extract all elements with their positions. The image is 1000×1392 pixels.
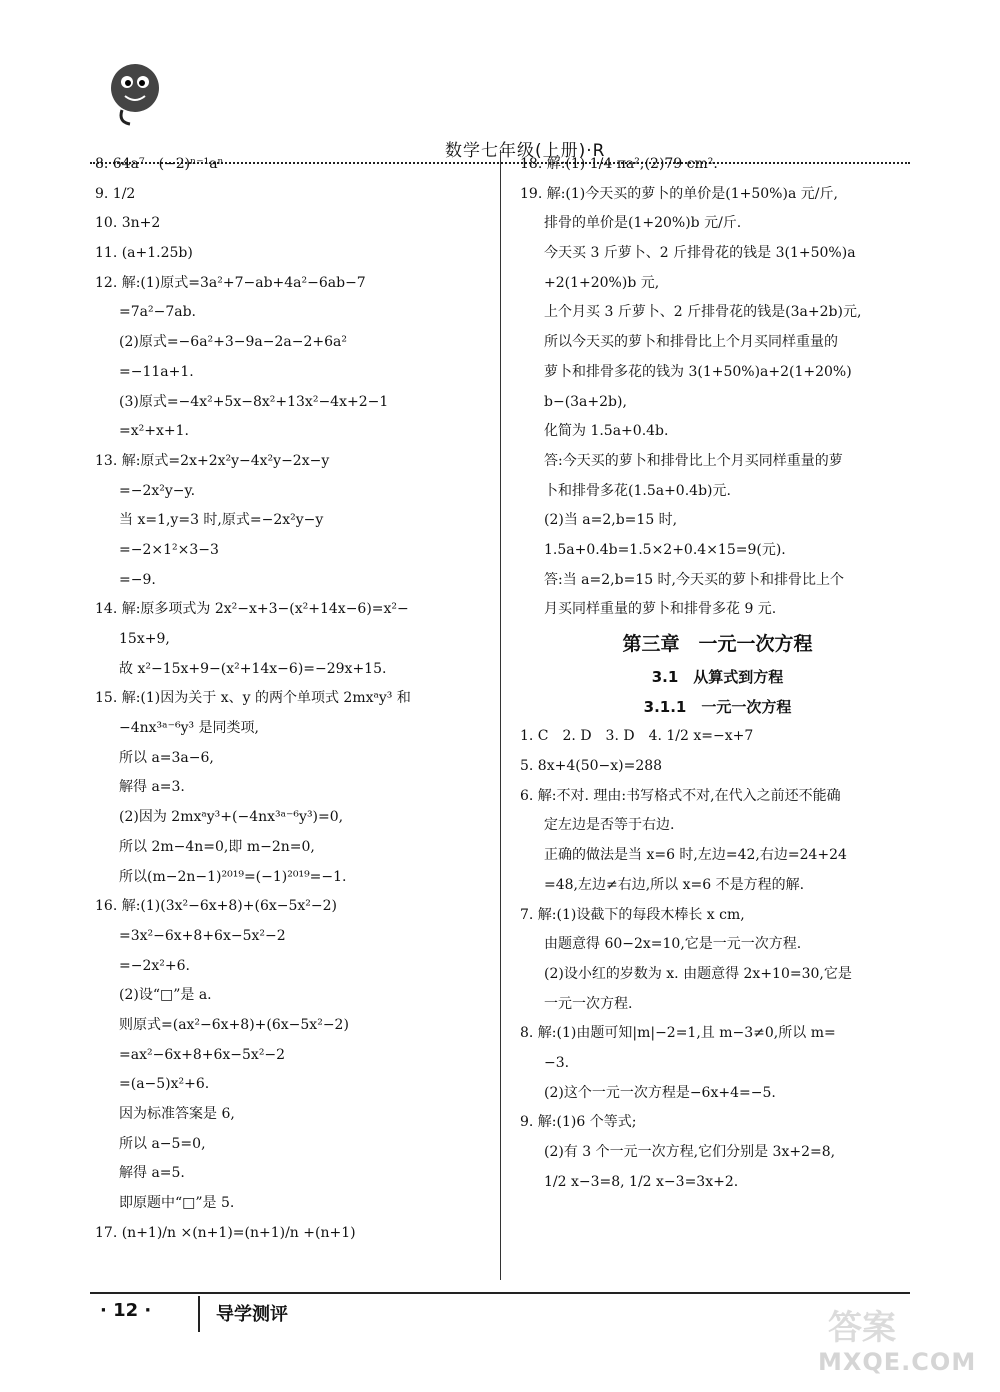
answer-line: =ax²−6x+8+6x−5x²−2 bbox=[119, 1046, 286, 1063]
chapter-title: 第三章 一元一次方程 bbox=[622, 633, 813, 655]
answer-line: 月买同样重量的萝卜和排骨多花 9 元. bbox=[544, 601, 777, 618]
answer-line: 6. 解:不对. 理由:书写格式不对,在代入之前还不能确 bbox=[520, 787, 841, 804]
answer-line: 8. 64a⁷ (−2)ⁿ⁻¹aⁿ bbox=[95, 156, 224, 172]
watermark-url: MXQE.COM bbox=[818, 1348, 977, 1376]
answer-line: 1.5a+0.4b=1.5×2+0.4×15=9(元). bbox=[544, 541, 786, 558]
right-answers-bottom bbox=[520, 722, 915, 1197]
answer-line: 卜和排骨多花(1.5a+0.4b)元. bbox=[544, 482, 731, 499]
watermark-logo bbox=[818, 1300, 977, 1385]
header-title: 数学七年级(上册)·R bbox=[445, 141, 606, 161]
answer-line: 14. 解:原多项式为 2x²−x+3−(x²+14x−6)=x²− bbox=[95, 601, 409, 618]
answer-line: 13. 解:原式=2x+2x²y−4x²y−2x−y bbox=[95, 452, 330, 469]
footer-separator bbox=[198, 1296, 200, 1332]
watermark-top: 答案 bbox=[828, 1308, 896, 1348]
answer-line: 则原式=(ax²−6x+8)+(6x−5x²−2) bbox=[119, 1016, 349, 1033]
answer-line: =(a−5)x²+6. bbox=[119, 1076, 210, 1093]
answer-line: =−2x²+6. bbox=[119, 957, 190, 974]
answer-line: 当 x=1,y=3 时,原式=−2x²y−y bbox=[119, 512, 324, 529]
answer-line: =−2×1²×3−3 bbox=[119, 541, 219, 558]
answer-line: 8. 解:(1)由题可知|m|−2=1,且 m−3≠0,所以 m= bbox=[520, 1025, 836, 1042]
answer-line: 所以 a=3a−6, bbox=[119, 749, 214, 766]
subsection-title: 3.1.1 一元一次方程 bbox=[643, 697, 792, 716]
answer-line: 7. 解:(1)设截下的每段木棒长 x cm, bbox=[520, 906, 745, 923]
answer-line: 9. 解:(1)6 个等式; bbox=[520, 1114, 637, 1131]
answer-line: (2)这个一元一次方程是−6x+4=−5. bbox=[544, 1084, 776, 1101]
answer-line: 5. 8x+4(50−x)=288 bbox=[520, 758, 663, 775]
right-answers-top bbox=[520, 150, 915, 625]
answer-line: =−2x²y−y. bbox=[119, 482, 196, 499]
answer-line: 正确的做法是当 x=6 时,左边=42,右边=24+24 bbox=[544, 847, 847, 864]
answer-line: =3x²−6x+8+6x−5x²−2 bbox=[119, 927, 286, 944]
answer-line: 15x+9, bbox=[119, 631, 170, 647]
answer-line: (2)原式=−6a²+3−9a−2a−2+6a² bbox=[119, 334, 347, 351]
answer-line: 今天买 3 斤萝卜、2 斤排骨花的钱是 3(1+50%)a bbox=[544, 245, 856, 262]
footer-brand: 导学测评 bbox=[216, 1304, 288, 1325]
answer-line: 1/2 x−3=8, 1/2 x−3=3x+2. bbox=[544, 1173, 739, 1190]
answer-line: 11. (a+1.25b) bbox=[95, 245, 193, 262]
answer-line: 故 x²−15x+9−(x²+14x−6)=−29x+15. bbox=[119, 660, 387, 677]
column-divider bbox=[500, 150, 501, 1280]
answer-line: 上个月买 3 斤萝卜、2 斤排骨花的钱是(3a+2b)元, bbox=[544, 304, 862, 321]
section-title: 3.1 从算式到方程 bbox=[651, 668, 784, 686]
answer-line: 答:当 a=2,b=15 时,今天买的萝卜和排骨比上个 bbox=[544, 571, 845, 588]
answer-line: (2)有 3 个一元一次方程,它们分别是 3x+2=8, bbox=[544, 1144, 836, 1160]
answer-line: 所以 a−5=0, bbox=[119, 1135, 206, 1152]
answer-line: =−11a+1. bbox=[119, 363, 194, 380]
answer-line: 19. 解:(1)今天买的萝卜的单价是(1+50%)a 元/斤, bbox=[520, 185, 838, 202]
answer-line: −4nx³ᵃ⁻⁶y³ 是同类项, bbox=[119, 720, 259, 737]
answer-line: (3)原式=−4x²+5x−8x²+13x²−4x+2−1 bbox=[119, 393, 389, 410]
answer-line: 排骨的单价是(1+20%)b 元/斤. bbox=[544, 215, 742, 232]
answer-line: −3. bbox=[544, 1054, 570, 1071]
answer-line: =7a²−7ab. bbox=[119, 304, 196, 321]
answer-line: 解得 a=3. bbox=[119, 779, 185, 796]
answer-line: 12. 解:(1)原式=3a²+7−ab+4a²−6ab−7 bbox=[95, 274, 366, 291]
answer-line: 15. 解:(1)因为关于 x、y 的两个单项式 2mxᵃy³ 和 bbox=[95, 690, 411, 707]
answer-line: 即原题中“□”是 5. bbox=[119, 1195, 235, 1212]
answer-line: +2(1+20%)b 元, bbox=[544, 274, 660, 291]
answer-line: (2)设“□”是 a. bbox=[119, 987, 212, 1004]
left-column bbox=[95, 150, 490, 1248]
answer-line: 所以今天买的萝卜和排骨比上个月买同样重量的 bbox=[544, 334, 838, 351]
answer-line: =48,左边≠右边,所以 x=6 不是方程的解. bbox=[544, 876, 805, 893]
answer-line: b−(3a+2b), bbox=[544, 393, 627, 410]
answer-line: (2)设小红的岁数为 x. 由题意得 2x+10=30,它是 bbox=[544, 965, 852, 982]
page-footer bbox=[90, 1292, 910, 1344]
answer-line: 化简为 1.5a+0.4b. bbox=[544, 423, 669, 440]
right-column bbox=[520, 150, 915, 1197]
answer-line: 萝卜和排骨多花的钱为 3(1+50%)a+2(1+20%) bbox=[544, 363, 852, 380]
answer-line: 9. 1/2 bbox=[95, 185, 136, 202]
answer-line: 所以 2m−4n=0,即 m−2n=0, bbox=[119, 838, 315, 855]
answer-line: 1. C 2. D 3. D 4. 1/2 x=−x+7 bbox=[520, 728, 754, 745]
answer-line: 18. 解:(1) 1/4 πa²;(2)79 cm². bbox=[520, 156, 718, 172]
answer-line: (2)当 a=2,b=15 时, bbox=[544, 512, 678, 529]
page-number: · 12 · bbox=[100, 1300, 152, 1321]
answer-line: 因为标准答案是 6, bbox=[119, 1106, 235, 1122]
answer-line: =−9. bbox=[119, 571, 156, 588]
answer-line: 10. 3n+2 bbox=[95, 215, 161, 232]
answer-line: =x²+x+1. bbox=[119, 423, 189, 440]
answer-line: 答:今天买的萝卜和排骨比上个月买同样重量的萝 bbox=[544, 452, 843, 469]
answer-line: 解得 a=5. bbox=[119, 1165, 185, 1182]
answer-line: 所以(m−2n−1)²⁰¹⁹=(−1)²⁰¹⁹=−1. bbox=[119, 868, 347, 885]
answer-line: 17. (n+1)/n ×(n+1)=(n+1)/n +(n+1) bbox=[95, 1224, 356, 1241]
answer-line: 一元一次方程. bbox=[544, 995, 633, 1012]
answer-line: 定左边是否等于右边. bbox=[544, 817, 675, 834]
answer-line: (2)因为 2mxᵃy³+(−4nx³ᵃ⁻⁶y³)=0, bbox=[119, 809, 344, 826]
answer-line: 16. 解:(1)(3x²−6x+8)+(6x−5x²−2) bbox=[95, 898, 338, 915]
mascot-logo-icon bbox=[100, 58, 170, 128]
answer-line: 由题意得 60−2x=10,它是一元一次方程. bbox=[544, 936, 802, 953]
page-header bbox=[90, 40, 910, 165]
